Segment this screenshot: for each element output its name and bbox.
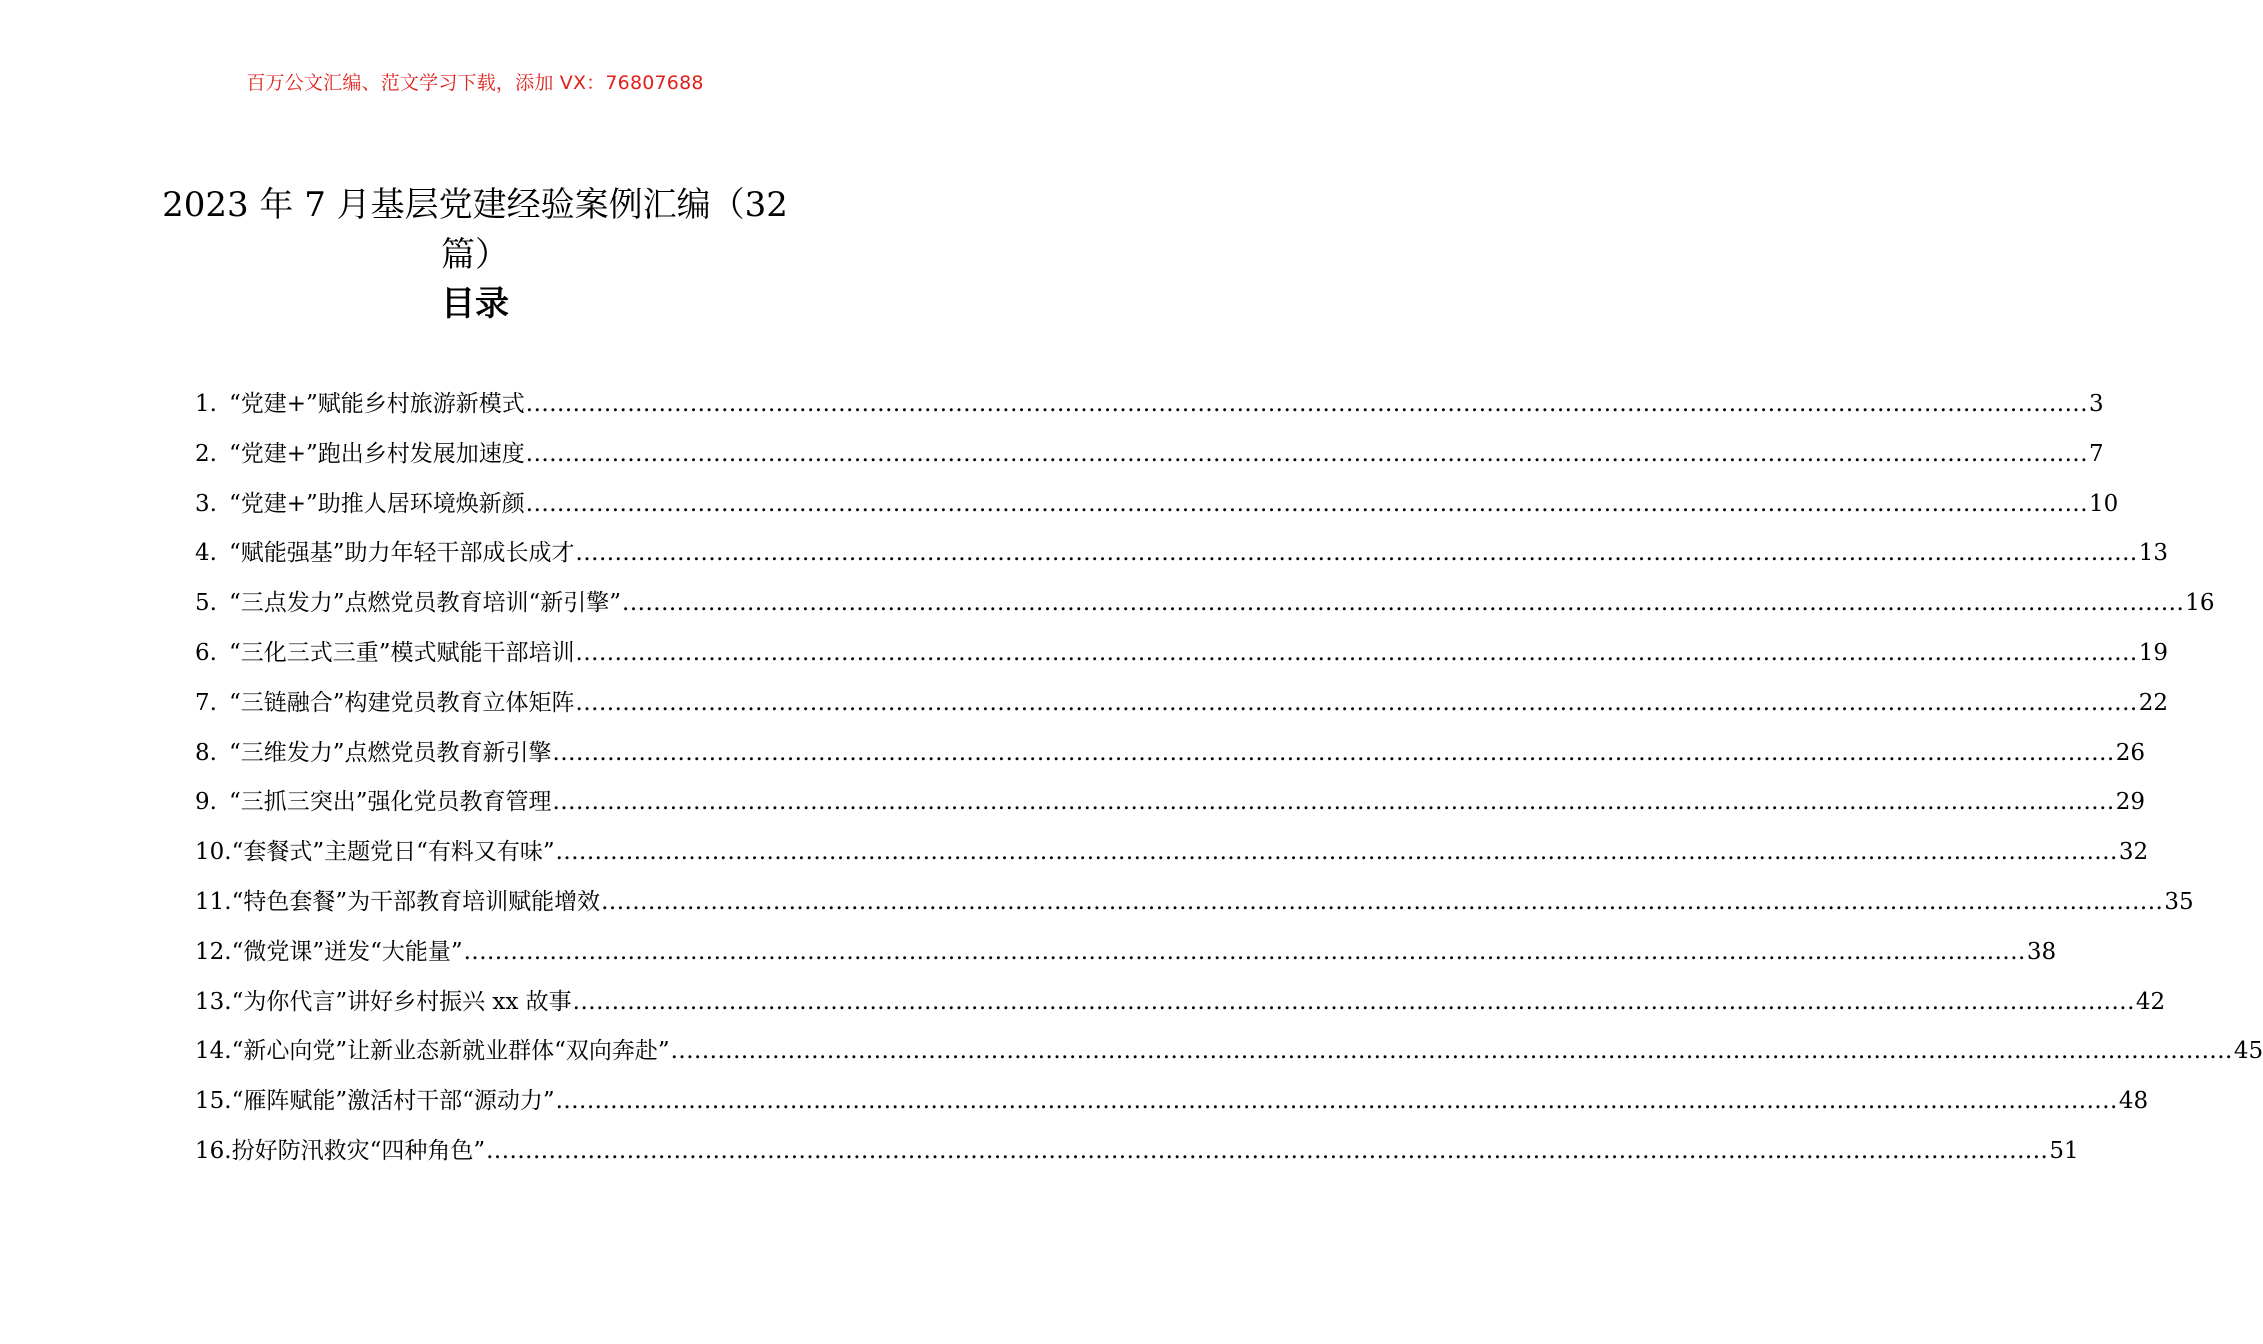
toc-entry-page: 26 [2115,739,2146,766]
toc-entry[interactable] [195,529,2169,579]
header-note: 百万公文汇编、范文学习下载，添加 VX：76807688 [246,72,704,94]
toc-entry[interactable] [195,928,2057,978]
toc-entry[interactable] [195,1027,2263,1077]
toc-leader-dots: ........................................................................................................................................................................................................ [525,391,2089,417]
toc-entry-page: 42 [2135,988,2166,1015]
toc-entry-number: 6. [195,639,217,666]
toc-entry-page: 45 [2233,1038,2263,1065]
toc-leader-dots: ........................................................................................................................................................................................................ [670,1038,2233,1065]
toc-entry-number: 5. [195,590,217,617]
toc-entry-page: 29 [2115,789,2146,816]
toc-entry-page: 22 [2138,689,2169,716]
toc-entry-title: “三维发力”点燃党员教育新引擎 [229,739,552,766]
toc-entry[interactable] [195,629,2169,679]
toc-entry[interactable] [195,978,2166,1028]
document-title: 2023 年 7 月基层党建经验案例汇编（32 篇） [162,185,788,275]
toc-entry[interactable] [195,480,2119,530]
toc-entry-title: “微党课”迸发“大能量” [231,938,463,965]
toc-entry[interactable] [195,679,2169,729]
toc-entry-number: 8. [195,739,217,766]
toc-entry-title: “党建+”助推人居环境焕新颜 [229,490,525,517]
toc-leader-dots: ........................................................................................................................................................................................................ [575,689,2138,716]
toc-entry[interactable] [195,828,2149,878]
toc-entry-title: 扮好防汛救灾“四种角色” [231,1137,486,1164]
toc-entry-page: 13 [2138,540,2169,567]
toc-entry[interactable] [195,1127,2079,1177]
toc-leader-dots: ........................................................................................................................................................................................................ [463,938,2026,965]
toc-leader-dots: ........................................................................................................................................................................................................ [525,490,2089,517]
toc-entry-page: 16 [2185,590,2215,617]
toc-entry-page: 7 [2089,440,2104,467]
toc-leader-dots: ........................................................................................................................................................................................................ [552,739,2115,766]
toc-entry[interactable] [195,878,2194,928]
toc-entry[interactable] [195,579,2215,629]
toc-leader-dots: ........................................................................................................................................................................................................ [575,639,2138,666]
toc-entry-title: “雁阵赋能”激活村干部“源动力” [231,1088,555,1115]
toc-entry-number: 15. [195,1088,232,1115]
toc-entry-title: “特色套餐”为干部教育培训赋能增效 [231,888,601,915]
toc-entry-number: 14. [195,1038,232,1065]
toc-leader-dots: ........................................................................................................................................................................................................ [572,988,2135,1015]
toc-entry-title: “赋能强基”助力年轻干部成长成才 [229,540,575,567]
toc-entry-number: 7. [195,689,217,716]
toc-entry-page: 35 [2164,888,2194,915]
toc-leader-dots: ........................................................................................................................................................................................................ [552,789,2115,816]
toc-heading: 目录 [441,284,509,324]
toc-entry-title: “三点发力”点燃党员教育培训“新引擎” [229,590,622,617]
toc-entry-number: 2. [195,440,217,467]
toc-entry[interactable] [195,778,2146,828]
toc-entry-page: 51 [2049,1137,2079,1164]
toc-entry-number: 11. [195,888,232,915]
toc-entry[interactable] [195,729,2146,779]
toc-entry-number: 4. [195,540,217,567]
toc-entry-title: “党建+”赋能乡村旅游新模式 [229,391,525,417]
toc-entry-title: “三链融合”构建党员教育立体矩阵 [229,689,575,716]
toc-leader-dots: ........................................................................................................................................................................................................ [555,1088,2118,1115]
toc-entry-title: “新心向党”让新业态新就业群体“双向奔赴” [231,1038,670,1065]
toc-entry-number: 12. [195,938,232,965]
toc-entry-number: 10. [195,839,232,866]
toc-entry-title: “三抓三突出”强化党员教育管理 [229,789,552,816]
toc-entry-title: “党建+”跑出乡村发展加速度 [229,440,525,467]
toc-entry-number: 9. [195,789,217,816]
toc-entry-number: 13. [195,988,232,1015]
toc-leader-dots: ........................................................................................................................................................................................................ [486,1137,2049,1164]
toc-leader-dots: ........................................................................................................................................................................................................ [525,440,2089,467]
toc-entry-title: “为你代言”讲好乡村振兴 xx 故事 [231,988,572,1015]
toc-entry[interactable] [195,380,2104,430]
toc-leader-dots: ........................................................................................................................................................................................................ [555,839,2118,866]
toc-entry-number: 3. [195,490,217,517]
toc-leader-dots: ........................................................................................................................................................................................................ [622,590,2185,617]
toc-entry-title: “套餐式”主题党日“有料又有味” [231,839,555,866]
toc-entry-number: 1. [195,391,217,417]
toc-entry-page: 48 [2118,1088,2149,1115]
toc-leader-dots: ........................................................................................................................................................................................................ [575,540,2138,567]
toc-entry-page: 19 [2138,639,2169,666]
toc-entry-page: 10 [2089,490,2119,517]
toc-entry-page: 32 [2118,839,2149,866]
toc-entry-page: 38 [2026,938,2057,965]
toc-entry-number: 16. [195,1137,232,1164]
toc-leader-dots: ........................................................................................................................................................................................................ [601,888,2164,915]
toc-entry-title: “三化三式三重”模式赋能干部培训 [229,639,575,666]
toc-entry[interactable] [195,1077,2149,1127]
toc-entry[interactable] [195,430,2104,480]
table-of-contents [195,380,2263,1177]
toc-entry-page: 3 [2089,391,2104,417]
